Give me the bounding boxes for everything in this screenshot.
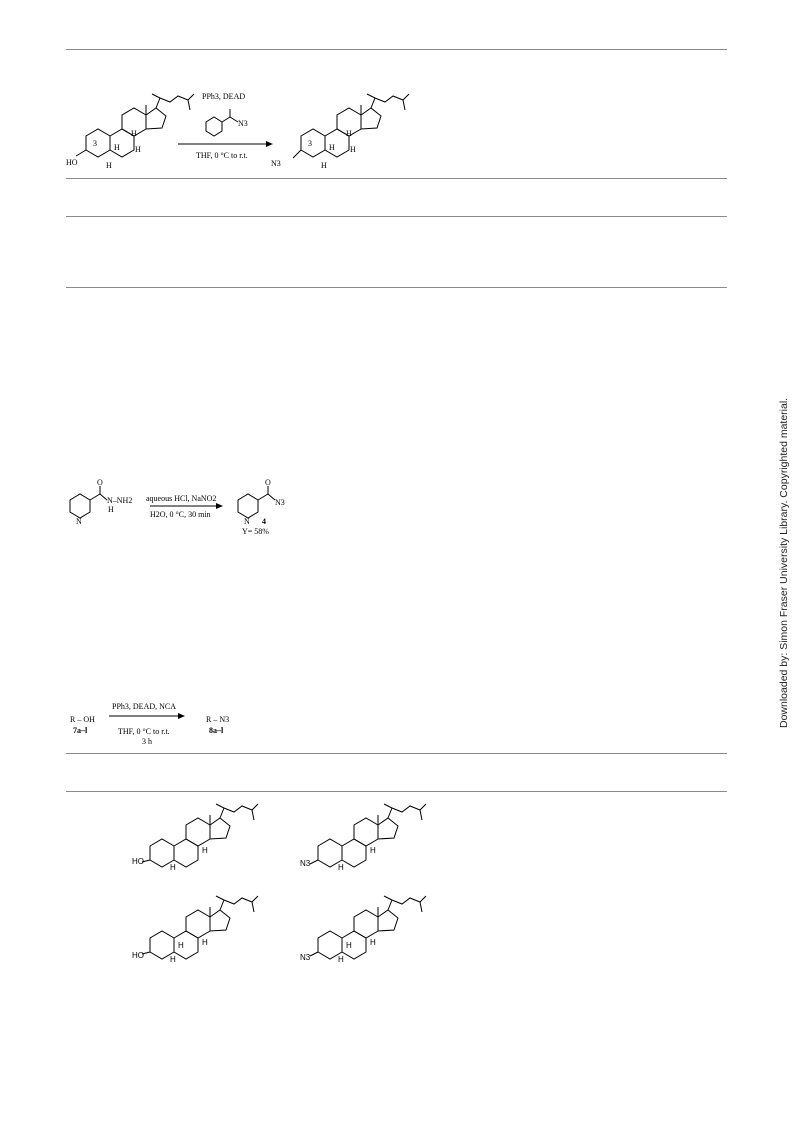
yield-label: Y= 58% — [242, 527, 269, 536]
ring-nitrogen: N — [244, 517, 250, 526]
sm-hydroxyl-label: HO — [66, 158, 78, 167]
h-label: H — [202, 938, 208, 947]
h-label: H — [350, 145, 356, 154]
arrow-head — [266, 141, 273, 147]
hydrazide-h: H — [108, 505, 114, 514]
h-label: H — [170, 863, 176, 872]
h-label: H — [329, 143, 335, 152]
conditions-label: THF, 0 °C to r.t. — [118, 727, 170, 736]
reagent-pph3-dead-nca: PPh3, DEAD, NCA — [112, 702, 177, 711]
product-number: 8a–l — [209, 726, 224, 735]
scheme-2-nicotinoyl-azide — [66, 478, 296, 538]
h-label: H — [114, 143, 120, 152]
sm-position-label: 3 — [93, 139, 97, 148]
hydrazide-tail: N–NH2 — [107, 496, 133, 505]
table-rule-bottom-1 — [66, 178, 727, 179]
row2-steroid-alcohol — [142, 896, 258, 959]
h-label: H — [106, 161, 112, 170]
conditions-label: H2O, 0 °C, 30 min — [150, 510, 211, 519]
table-rule-bottom-2 — [66, 287, 727, 288]
arrow-head — [178, 713, 185, 719]
table-structures-svg — [130, 798, 450, 973]
product-azide-label: N3 — [275, 498, 285, 507]
download-watermark: Downloaded by: Simon Fraser University Library. Copyrighted material. — [778, 397, 790, 728]
h-label: H — [321, 161, 327, 170]
reagent-pph3-dead: PPh3, DEAD — [202, 92, 246, 101]
scheme-2-svg — [66, 478, 296, 538]
scheme-3-general-azidation — [66, 698, 256, 750]
substrate-label: R – OH — [70, 715, 95, 724]
carbonyl-oxygen: O — [265, 478, 271, 487]
scheme-3-svg — [66, 698, 256, 750]
row2-steroid-azide — [310, 896, 426, 959]
carbonyl-oxygen: O — [97, 478, 103, 487]
benzoyl-azide-structure — [206, 109, 238, 136]
nicotinic-hydrazide-structure — [70, 486, 107, 518]
h-label: H — [338, 863, 344, 872]
table-rule-top-3 — [66, 753, 727, 754]
time-label: 3 h — [142, 737, 152, 746]
table-rule-top-1 — [66, 49, 727, 50]
ring-nitrogen: N — [76, 517, 82, 526]
compound-number: 4 — [262, 517, 266, 526]
product-label: R – N3 — [206, 715, 230, 724]
arrow-head — [216, 503, 223, 509]
product-azide-label: N3 — [271, 159, 281, 168]
scheme-1-mitsunobu-azidation — [66, 88, 426, 178]
row1-hydroxyl: HO — [132, 857, 144, 866]
table-rule-bottom-3 — [66, 791, 727, 792]
conditions-label: THF, 0 °C to r.t. — [196, 151, 248, 160]
h-label: H — [370, 846, 376, 855]
h-label: H — [338, 955, 344, 964]
h-label: H — [202, 846, 208, 855]
azide-label: N3 — [238, 119, 248, 128]
h-label: H — [135, 145, 141, 154]
scheme-1-svg — [66, 88, 426, 178]
row2-hydroxyl: HO — [132, 951, 144, 960]
h-label: H — [346, 941, 352, 950]
h-label: H — [131, 129, 137, 138]
h-label: H — [178, 941, 184, 950]
row1-azide: N3 — [300, 859, 311, 868]
nicotinoyl-azide-structure — [238, 486, 275, 518]
row1-steroid-alcohol — [142, 804, 258, 867]
product-position-label: 3 — [308, 139, 312, 148]
reagent-hcl-nano2: aqueous HCl, NaNO2 — [146, 494, 217, 503]
row1-steroid-azide — [310, 804, 426, 867]
h-label: H — [370, 938, 376, 947]
h-label: H — [346, 129, 352, 138]
table-structures — [130, 798, 450, 973]
substrate-number: 7a–l — [73, 726, 88, 735]
table-rule-top-2 — [66, 216, 727, 217]
h-label: H — [170, 955, 176, 964]
row2-azide: N3 — [300, 953, 311, 962]
